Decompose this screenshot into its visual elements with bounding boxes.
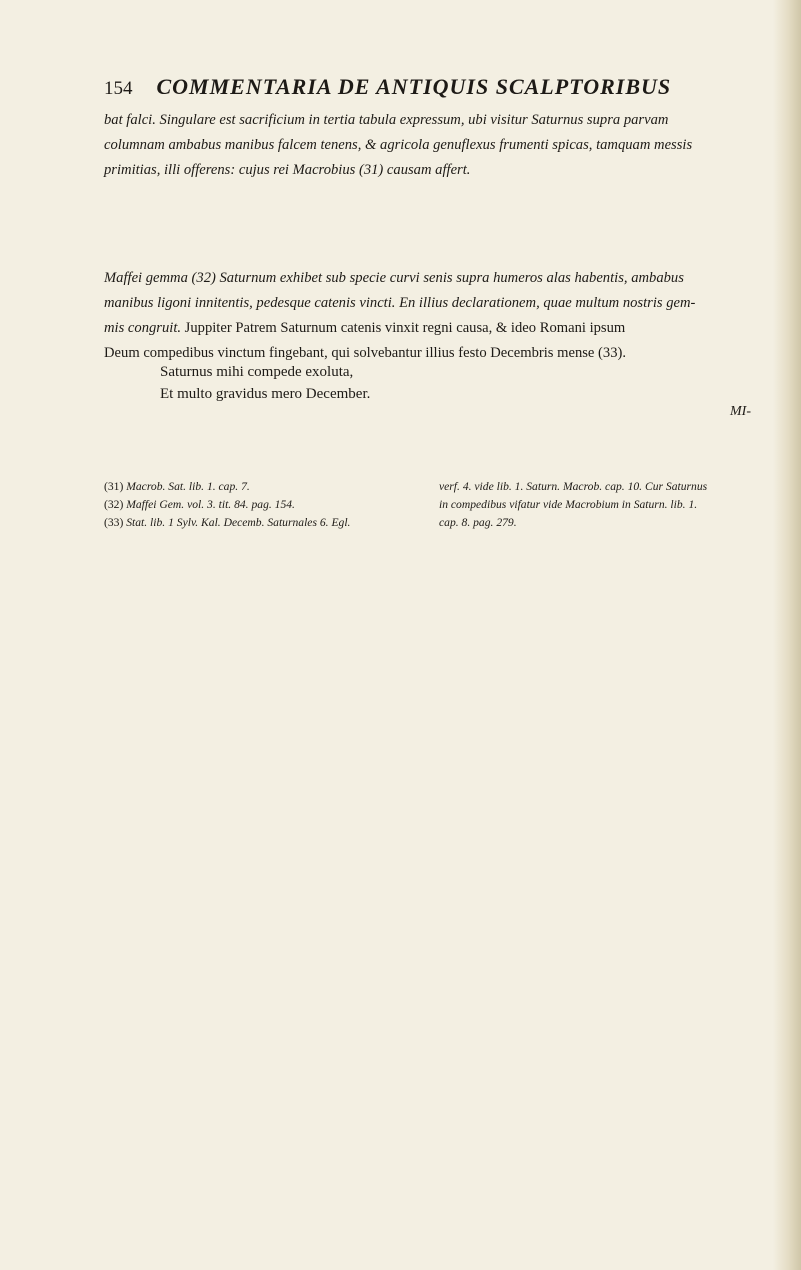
running-title: COMMENTARIA DE ANTIQUIS SCALPTORIBUS (156, 74, 672, 99)
catchword: MI- (730, 404, 751, 419)
footnote-continuation: cap. 8. pag. 279. (439, 516, 517, 529)
footnote-continuation: verf. 4. vide lib. 1. Saturn. Macrob. cap. 10. Cur Saturnus (439, 480, 708, 493)
footnotes-left-column (104, 478, 424, 532)
text-line: manibus ligoni innitentis, pedesque catenis vincti. En illius declarationem, quae multum nostris gem- (104, 295, 696, 311)
paragraph-1 (104, 108, 764, 183)
page-number: 154 (104, 78, 133, 99)
text-line: columnam ambabus manibus falcem tenens, & agricola genuflexus frumenti spicas, tamquam messis (104, 137, 693, 153)
footnote-number: (33) (104, 516, 124, 529)
footnote-number: (32) (104, 498, 124, 511)
footnotes-right-column (439, 478, 775, 532)
footnote-text: Macrob. Sat. lib. 1. cap. 7. (123, 480, 250, 493)
footnote-text: Stat. lib. 1 Sylv. Kal. Decemb. Saturnales 6. Egl. (123, 516, 351, 529)
verse-line: Saturnus mihi compede exoluta, (160, 364, 354, 380)
verse-line: Et multo gravidus mero December. (160, 386, 371, 402)
text-line: primitias, illi offerens: cujus rei Macrobius (31) causam affert. (104, 162, 471, 178)
verse-quotation (160, 361, 370, 405)
footnote (104, 478, 424, 496)
footnote-text: Maffei Gem. vol. 3. tit. 84. pag. 154. (123, 498, 295, 511)
running-header (104, 74, 744, 100)
text-fragment-roman: Juppiter Patrem Saturnum catenis vinxit regni causa, & ideo Romani ipsum (181, 320, 626, 336)
text-line: bat falci. Singulare est sacrificium in tertia tabula expressum, ubi visitur Saturnus supra parvam (104, 112, 669, 128)
text-line: Maffei gemma (32) Saturnum exhibet sub specie curvi senis supra humeros alas habentis, ambabus (104, 270, 684, 286)
text-line (104, 316, 764, 341)
page-edge-shadow (773, 0, 801, 1270)
text-line: Deum compedibus vinctum fingebant, qui solvebantur illius festo Decembris mense (33). (104, 345, 627, 361)
footnote (104, 496, 424, 514)
text-fragment-italic: mis congruit. (104, 320, 182, 336)
footnote-continuation: in compedibus vifatur vide Macrobium in Saturn. lib. 1. (439, 498, 698, 511)
footnote (104, 514, 424, 532)
footnote-number: (31) (104, 480, 124, 493)
paragraph-2 (104, 266, 764, 366)
